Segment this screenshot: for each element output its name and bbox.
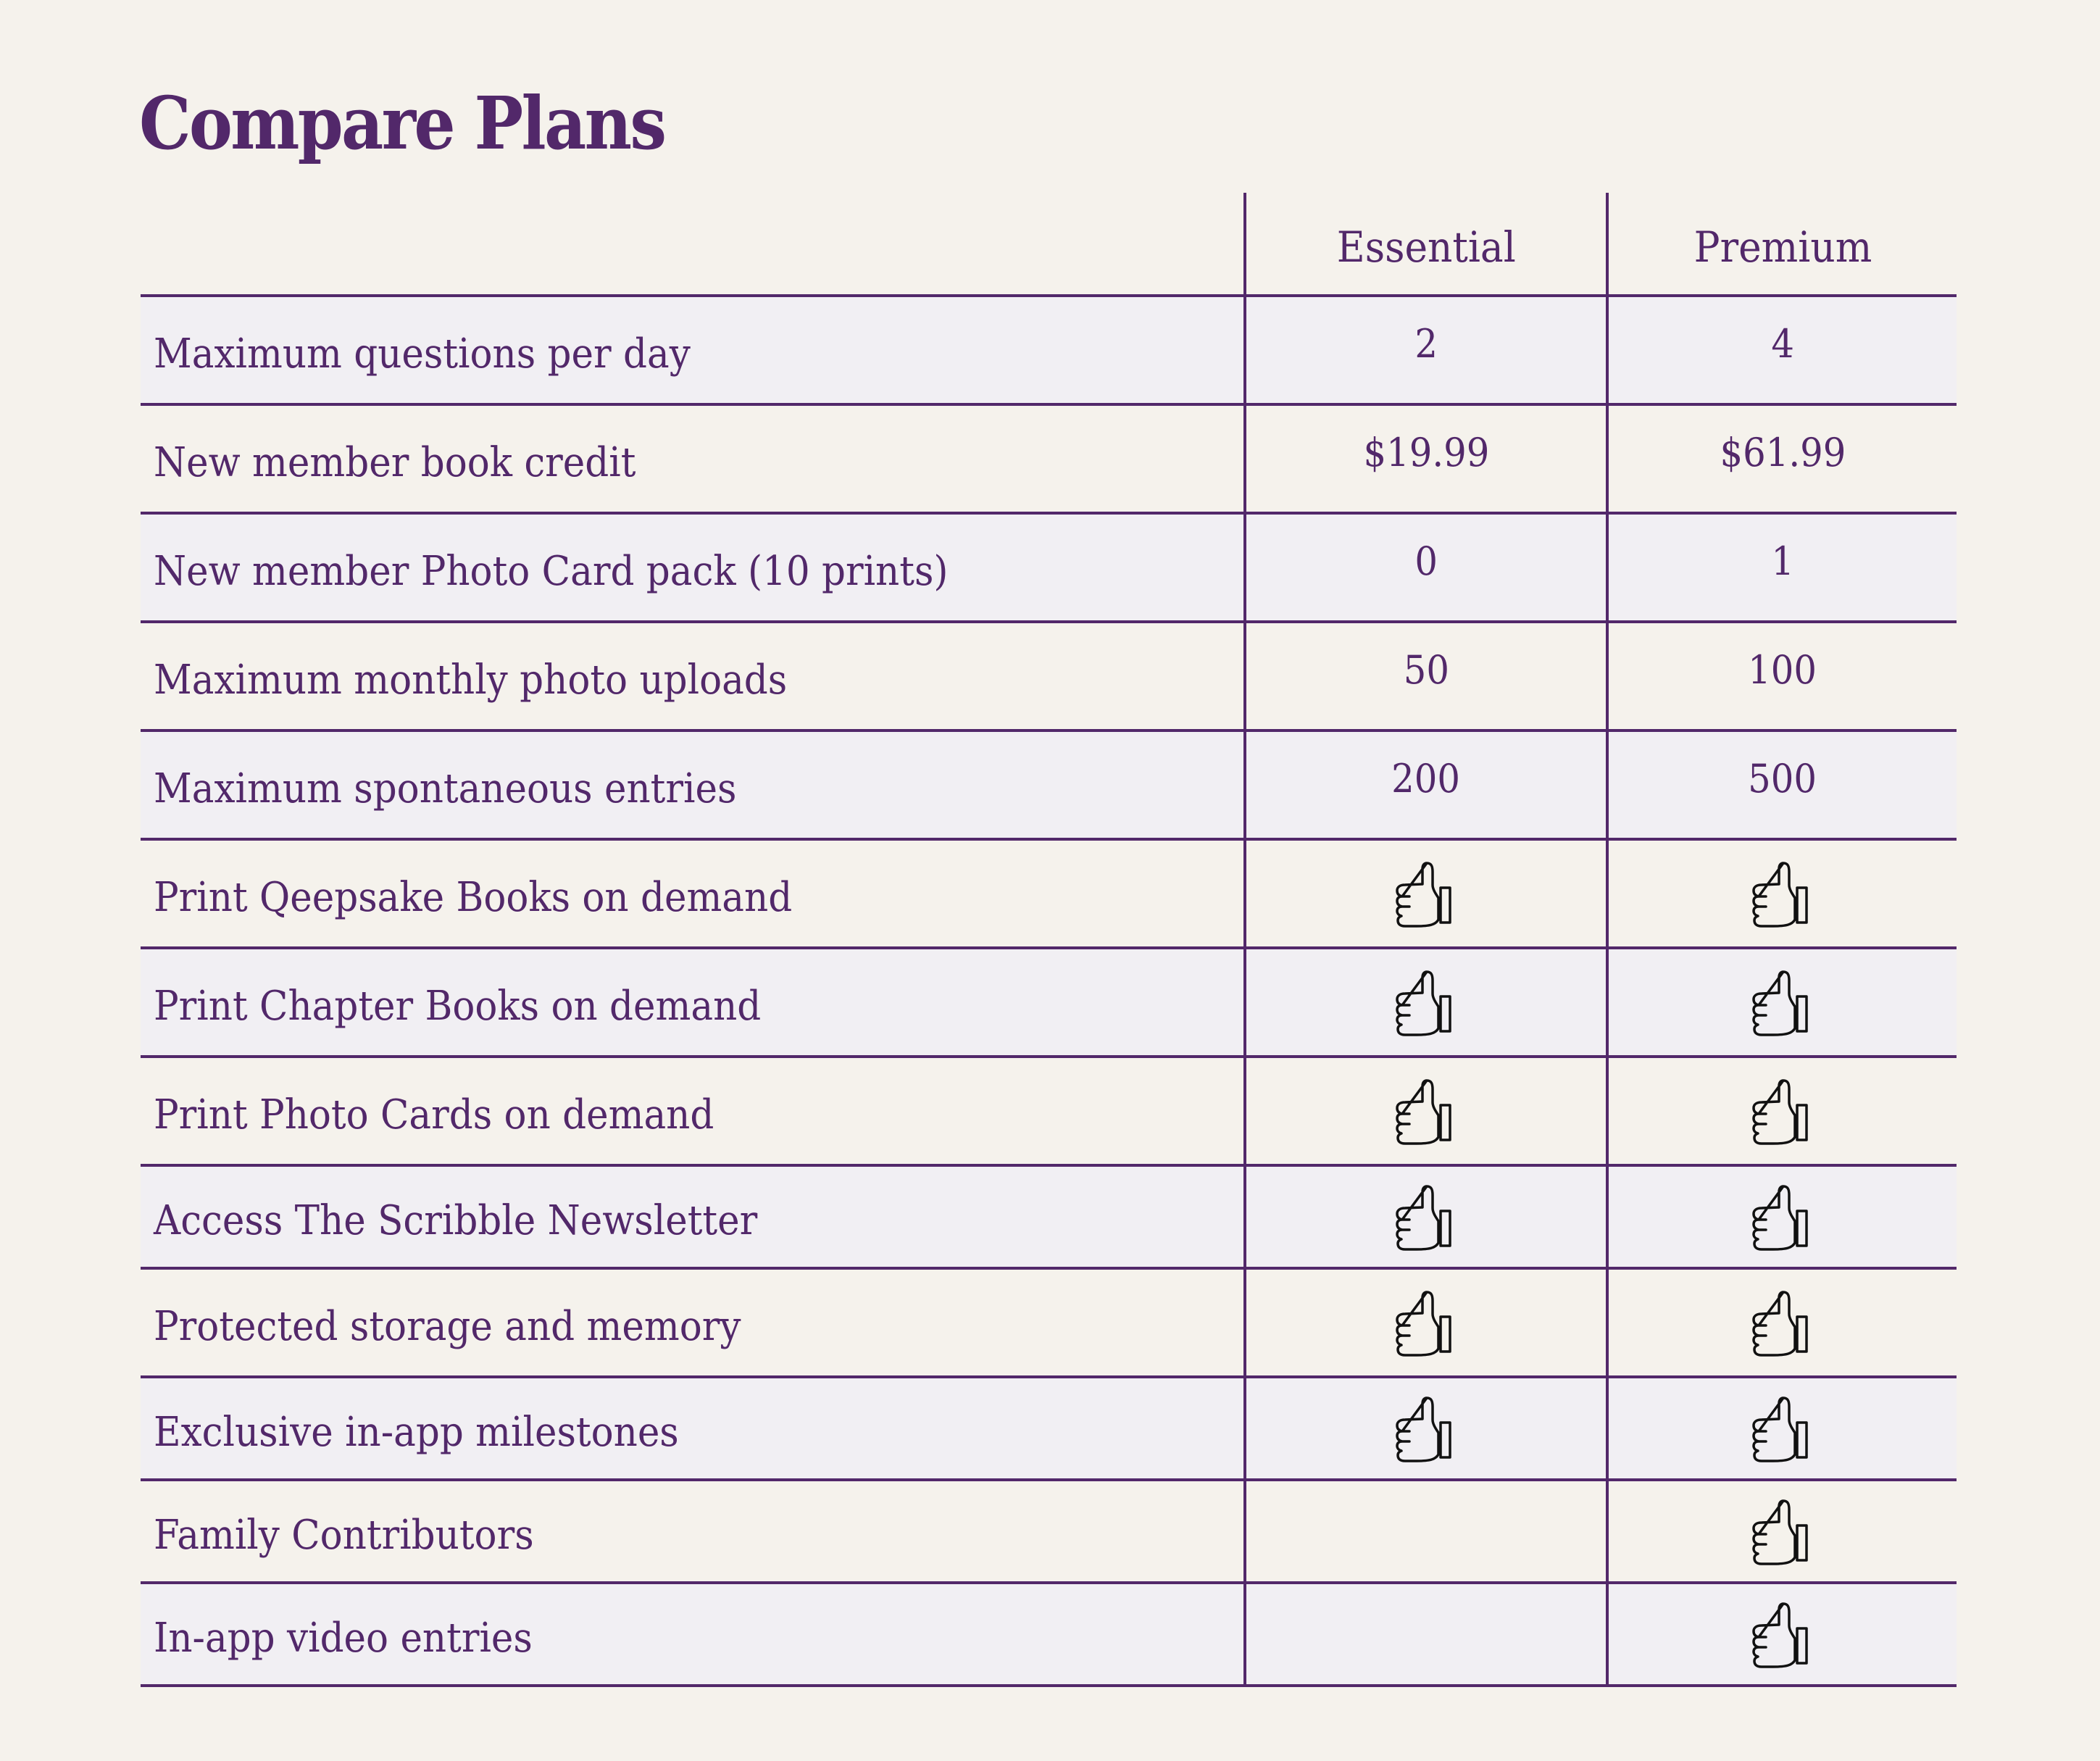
feature-label: Family Contributors: [154, 1511, 534, 1559]
premium-value: [1606, 1058, 1957, 1164]
thumbs-up-icon: [1395, 966, 1457, 1038]
thumbs-up-icon: [1751, 1181, 1814, 1253]
premium-value: 4: [1606, 297, 1957, 403]
thumbs-up-icon: [1395, 1181, 1457, 1253]
table-row: [141, 838, 1957, 946]
essential-value: [1243, 1378, 1606, 1478]
essential-value: 0: [1243, 515, 1606, 620]
feature-label: Maximum monthly photo uploads: [154, 656, 788, 704]
thumbs-up-icon: [1395, 1392, 1457, 1465]
premium-value: 1: [1606, 515, 1957, 620]
table-row: [141, 1055, 1957, 1164]
header-premium: [1606, 193, 1957, 294]
premium-value: [1606, 1167, 1957, 1267]
premium-value: [1606, 1270, 1957, 1375]
premium-value: $61.99: [1606, 406, 1957, 512]
essential-value-empty: [1243, 1481, 1606, 1581]
table-row: [141, 294, 1957, 403]
feature-label: New member book credit: [154, 438, 636, 486]
table-row: [141, 512, 1957, 620]
header-essential: [1243, 193, 1606, 294]
premium-value: [1606, 949, 1957, 1055]
essential-value: $19.99: [1243, 406, 1606, 512]
essential-value: 50: [1243, 623, 1606, 729]
feature-label: Exclusive in-app milestones: [154, 1408, 679, 1456]
essential-value: [1243, 1058, 1606, 1164]
compare-plans-table: [141, 193, 1957, 1687]
feature-label: Maximum spontaneous entries: [154, 765, 737, 812]
thumbs-up-icon: [1751, 1392, 1814, 1465]
thumbs-up-icon: [1395, 857, 1457, 930]
table-row: [141, 729, 1957, 838]
premium-value: [1606, 1378, 1957, 1478]
thumbs-up-icon: [1395, 1286, 1457, 1359]
feature-label: Maximum questions per day: [154, 330, 691, 378]
feature-label: Protected storage and memory: [154, 1302, 741, 1350]
table-row: [141, 1267, 1957, 1375]
feature-label: Print Qeepsake Books on demand: [154, 873, 793, 921]
thumbs-up-icon: [1751, 966, 1814, 1038]
thumbs-up-icon: [1751, 1598, 1814, 1670]
premium-value: 100: [1606, 623, 1957, 729]
feature-label: New member Photo Card pack (10 prints): [154, 547, 949, 595]
essential-value: 200: [1243, 732, 1606, 838]
thumbs-up-icon: [1751, 1075, 1814, 1147]
essential-value: 2: [1243, 297, 1606, 403]
essential-value: [1243, 1167, 1606, 1267]
essential-value: [1243, 949, 1606, 1055]
thumbs-up-icon: [1395, 1075, 1457, 1147]
feature-label: Print Chapter Books on demand: [154, 982, 762, 1030]
header-essential-label: Essential: [1336, 222, 1516, 272]
table-header-row: [141, 193, 1957, 294]
header-premium-label: Premium: [1693, 222, 1872, 272]
premium-value: 500: [1606, 732, 1957, 838]
premium-value: [1606, 1584, 1957, 1684]
table-row: [141, 1375, 1957, 1478]
thumbs-up-icon: [1751, 1286, 1814, 1359]
page-title: Compare Plans: [139, 80, 665, 166]
premium-value: [1606, 1481, 1957, 1581]
table-row: [141, 403, 1957, 512]
header-feature-cell: [141, 193, 1243, 294]
thumbs-up-icon: [1751, 857, 1814, 930]
table-row: [141, 1164, 1957, 1267]
feature-label: Access The Scribble Newsletter: [154, 1196, 758, 1244]
feature-label: In-app video entries: [154, 1614, 533, 1662]
table-row: [141, 620, 1957, 729]
table-row: [141, 1478, 1957, 1581]
essential-value-empty: [1243, 1584, 1606, 1684]
essential-value: [1243, 841, 1606, 946]
essential-value: [1243, 1270, 1606, 1375]
table-row: [141, 1581, 1957, 1687]
premium-value: [1606, 841, 1957, 946]
feature-label: Print Photo Cards on demand: [154, 1091, 714, 1138]
table-row: [141, 946, 1957, 1055]
thumbs-up-icon: [1751, 1495, 1814, 1568]
